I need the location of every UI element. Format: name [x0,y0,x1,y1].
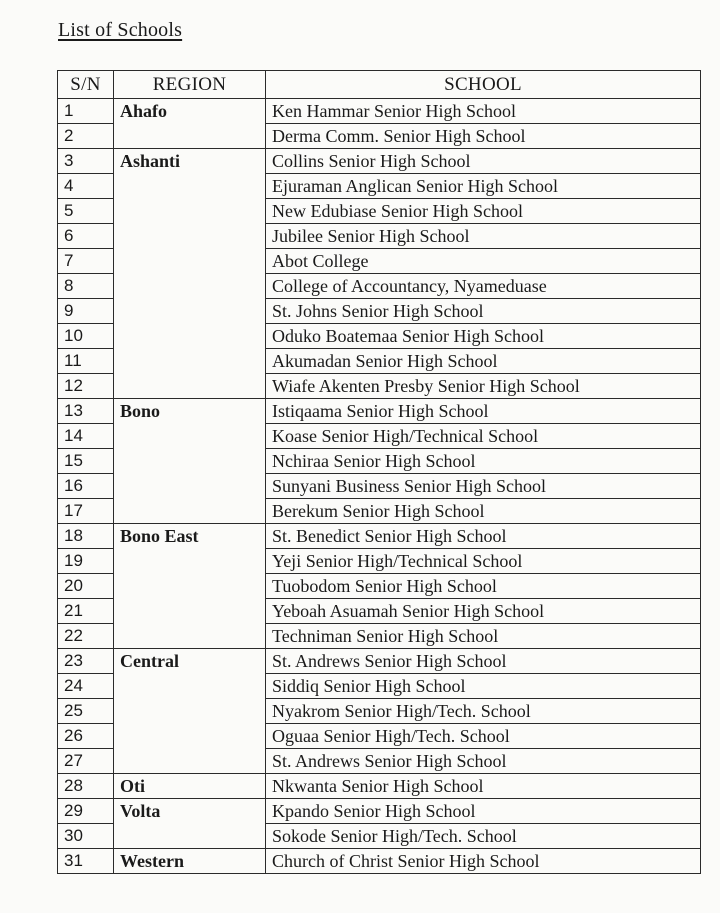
cell-region [114,474,266,499]
table-row [58,599,701,624]
table-row [58,624,701,649]
table-row [58,549,701,574]
table-row [58,124,701,149]
cell-region [114,224,266,249]
cell-school: Akumadan Senior High School [266,349,701,374]
table-row [58,349,701,374]
cell-school: Koase Senior High/Technical School [266,424,701,449]
cell-school: Abot College [266,249,701,274]
cell-region: Bono [114,399,266,424]
table-row [58,724,701,749]
cell-region [114,624,266,649]
cell-sn: 1 [58,99,114,124]
cell-school: Church of Christ Senior High School [266,849,701,874]
cell-sn: 5 [58,199,114,224]
table-row [58,574,701,599]
cell-school: Ken Hammar Senior High School [266,99,701,124]
cell-sn: 9 [58,299,114,324]
cell-school: Tuobodom Senior High School [266,574,701,599]
cell-sn: 19 [58,549,114,574]
cell-sn: 10 [58,324,114,349]
cell-region: Volta [114,799,266,824]
cell-school: Berekum Senior High School [266,499,701,524]
cell-school: Nyakrom Senior High/Tech. School [266,699,701,724]
cell-school: Nkwanta Senior High School [266,774,701,799]
table-row [58,249,701,274]
table-row [58,149,701,174]
cell-region: Ashanti [114,149,266,174]
cell-region [114,824,266,849]
table-row [58,424,701,449]
cell-region: Oti [114,774,266,799]
cell-school: Derma Comm. Senior High School [266,124,701,149]
cell-region [114,349,266,374]
column-header-sn: S/N [58,71,114,99]
cell-sn: 11 [58,349,114,374]
cell-school: Nchiraa Senior High School [266,449,701,474]
schools-table [57,70,701,874]
cell-school: Siddiq Senior High School [266,674,701,699]
cell-sn: 17 [58,499,114,524]
cell-sn: 31 [58,849,114,874]
cell-region [114,499,266,524]
cell-region [114,724,266,749]
cell-region [114,424,266,449]
table-row [58,524,701,549]
cell-sn: 8 [58,274,114,299]
cell-sn: 7 [58,249,114,274]
cell-school: St. Andrews Senior High School [266,649,701,674]
cell-region: Bono East [114,524,266,549]
cell-school: Techniman Senior High School [266,624,701,649]
table-row [58,399,701,424]
table-row [58,699,701,724]
table-row [58,849,701,874]
cell-sn: 12 [58,374,114,399]
cell-sn: 25 [58,699,114,724]
table-row [58,449,701,474]
cell-region [114,749,266,774]
cell-sn: 20 [58,574,114,599]
cell-sn: 4 [58,174,114,199]
cell-sn: 30 [58,824,114,849]
table-row [58,99,701,124]
table-row [58,174,701,199]
cell-region: Western [114,849,266,874]
cell-school: New Edubiase Senior High School [266,199,701,224]
cell-school: Kpando Senior High School [266,799,701,824]
cell-sn: 13 [58,399,114,424]
cell-region [114,699,266,724]
column-header-school: SCHOOL [266,71,701,99]
table-row [58,824,701,849]
cell-region [114,274,266,299]
table-row [58,224,701,249]
cell-sn: 29 [58,799,114,824]
cell-school: Sunyani Business Senior High School [266,474,701,499]
cell-school: St. Johns Senior High School [266,299,701,324]
cell-sn: 23 [58,649,114,674]
table-row [58,299,701,324]
table-row [58,774,701,799]
table-row [58,199,701,224]
cell-region [114,299,266,324]
cell-sn: 27 [58,749,114,774]
cell-school: Yeji Senior High/Technical School [266,549,701,574]
cell-sn: 15 [58,449,114,474]
cell-sn: 22 [58,624,114,649]
cell-sn: 14 [58,424,114,449]
cell-region [114,199,266,224]
cell-school: Istiqaama Senior High School [266,399,701,424]
cell-school: St. Andrews Senior High School [266,749,701,774]
table-row [58,324,701,349]
cell-sn: 18 [58,524,114,549]
cell-school: Wiafe Akenten Presby Senior High School [266,374,701,399]
table-body [58,99,701,874]
cell-sn: 6 [58,224,114,249]
cell-school: Collins Senior High School [266,149,701,174]
cell-region: Central [114,649,266,674]
cell-school: Sokode Senior High/Tech. School [266,824,701,849]
table-row [58,674,701,699]
table-row [58,474,701,499]
cell-region [114,574,266,599]
cell-region [114,449,266,474]
cell-sn: 16 [58,474,114,499]
table-row [58,649,701,674]
cell-sn: 3 [58,149,114,174]
cell-region [114,124,266,149]
cell-region [114,674,266,699]
cell-school: Oguaa Senior High/Tech. School [266,724,701,749]
cell-region [114,324,266,349]
column-header-region: REGION [114,71,266,99]
table-row [58,499,701,524]
cell-region [114,249,266,274]
table-row [58,799,701,824]
table-row [58,374,701,399]
cell-school: Yeboah Asuamah Senior High School [266,599,701,624]
cell-region [114,174,266,199]
table-row [58,274,701,299]
cell-region [114,549,266,574]
cell-sn: 21 [58,599,114,624]
cell-region: Ahafo [114,99,266,124]
table-header-row [58,71,701,99]
cell-school: Ejuraman Anglican Senior High School [266,174,701,199]
cell-school: College of Accountancy, Nyameduase [266,274,701,299]
cell-sn: 28 [58,774,114,799]
cell-region [114,599,266,624]
cell-sn: 2 [58,124,114,149]
page-title: List of Schools [58,19,183,41]
cell-sn: 24 [58,674,114,699]
cell-region [114,374,266,399]
cell-school: St. Benedict Senior High School [266,524,701,549]
cell-school: Jubilee Senior High School [266,224,701,249]
cell-sn: 26 [58,724,114,749]
table-row [58,749,701,774]
cell-school: Oduko Boatemaa Senior High School [266,324,701,349]
